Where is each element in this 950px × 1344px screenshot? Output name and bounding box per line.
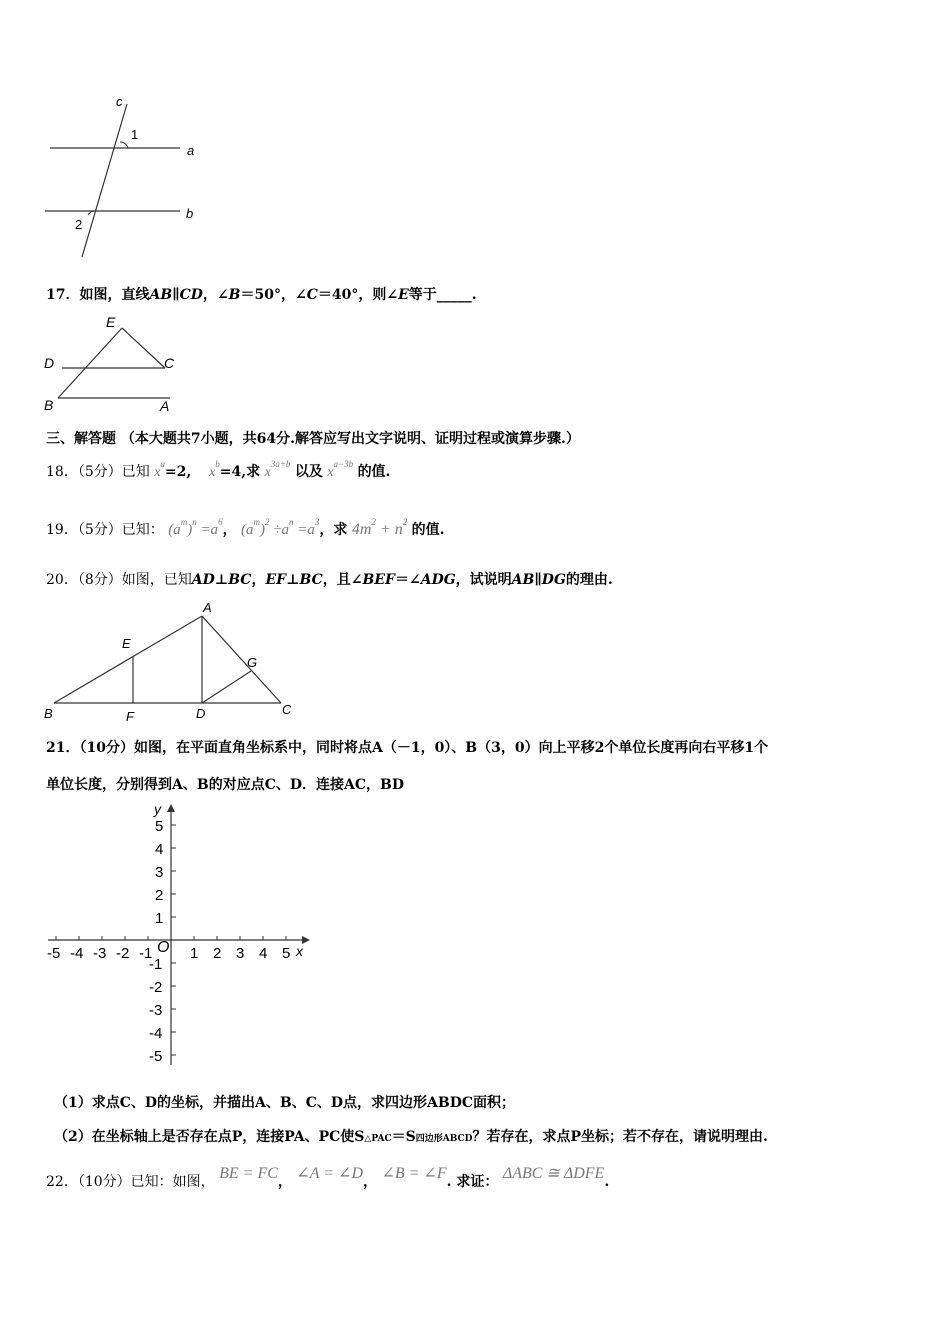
y-tick-label: 1 [155, 910, 164, 927]
segment-be [58, 328, 122, 398]
question-17: 17．如图，直线AB∥CD，∠B＝50°，∠C＝40°，则∠E等于_____. [46, 287, 477, 303]
question-21-part-1: （1）求点C、D的坐标，并描出A、B、C、D点，求四边形ABDC面积； [54, 1095, 515, 1111]
y-tick-label: 4 [155, 841, 164, 858]
segment-dg [202, 671, 251, 703]
label-a: a [187, 143, 195, 158]
x-tick-label: -4 [70, 945, 84, 962]
y-tick-label: 2 [155, 887, 164, 904]
x-tick-label: 5 [282, 945, 291, 962]
segment-ec [122, 328, 165, 368]
x-tick-label: 3 [236, 945, 245, 962]
label-C: C [282, 702, 292, 717]
x-tick-label: -5 [47, 945, 61, 962]
y-axis-arrow [167, 804, 175, 812]
question-20: 20．（8分）如图，已知AD⊥BC，EF⊥BC，且∠BEF＝∠ADG，试说明AB∥DG的理由. [46, 572, 613, 588]
label-B: B [44, 397, 54, 413]
label-A: A [160, 398, 170, 414]
y-tick-label: -3 [149, 1002, 163, 1019]
x-axis-arrow [302, 936, 310, 944]
parallel-lines-figure [40, 92, 210, 267]
section-3-heading: 三、解答题 （本大题共7小题，共64分.解答应写出文字说明、证明过程或演算步骤.） [46, 431, 580, 447]
question-21-line-1: 21．（10分）如图，在平面直角坐标系中，同时将点A（－1，0）、B（3，0）向上平移2个单位长度再向右平移1个 [46, 740, 769, 756]
y-tick-label: 3 [155, 864, 164, 881]
y-tick-label: -2 [149, 979, 163, 996]
label-F: F [126, 709, 134, 724]
q20-triangle-figure [40, 596, 310, 726]
coordinate-plane [40, 800, 315, 1075]
q17-figure [40, 312, 190, 417]
label-E: E [122, 636, 131, 651]
line-c [82, 104, 127, 257]
origin-label: O [157, 939, 170, 956]
angle-2-arc [88, 211, 94, 215]
label-C: C [164, 355, 175, 371]
segment-ba [54, 616, 202, 703]
label-B: B [44, 706, 53, 721]
x-tick-label: 1 [190, 945, 199, 962]
y-tick-label: -1 [149, 956, 163, 973]
label-G: G [247, 655, 258, 670]
x-tick-label: -1 [139, 945, 153, 962]
x-tick-label: 4 [259, 945, 268, 962]
label-E: E [106, 314, 116, 330]
label-1: 1 [131, 127, 139, 142]
segment-ac [202, 616, 281, 703]
label-D: D [196, 706, 206, 721]
label-A: A [203, 600, 212, 615]
angle-1-arc [120, 142, 128, 148]
question-21-line-2: 单位长度，分别得到A、B的对应点C、D．连接AC，BD [46, 777, 404, 793]
y-tick-label: -5 [149, 1048, 163, 1065]
x-axis-label: x [296, 943, 303, 959]
label-D: D [44, 355, 55, 371]
answer-blank: _____ [436, 287, 472, 303]
y-tick-label: 5 [155, 818, 164, 835]
x-tick-label: -2 [116, 945, 130, 962]
x-tick-label: 2 [213, 945, 222, 962]
question-22: 22．（10分）已知：如图， BE = FC， ∠A = ∠D， ∠B = ∠F. 求证： ΔABC ≅ ΔDFE. [46, 1165, 610, 1190]
label-b: b [186, 206, 194, 221]
label-2: 2 [75, 217, 83, 232]
label-c: c [116, 94, 123, 109]
question-18: 18．（5分）已知 $x^a=2$, $x^b=4$,求 $x^{3a+b}$ 以及 $x^{a-3b}$ 的值. [46, 459, 391, 480]
y-axis-label: y [154, 801, 161, 817]
y-tick-label: -4 [149, 1025, 163, 1042]
question-19: 19．（5分）已知： $(a^m)^n =a^6$， $(a^m)^2 \div a^n =a^3$，求 $4m^2 + n^2$ 的值. [46, 517, 445, 538]
x-tick-label: -3 [93, 945, 107, 962]
question-21-part-2: （2）在坐标轴上是否存在点P，连接PA、PC使S△PAC＝S四边形ABCD？若存在，求点P坐标；若不存在，请说明理由. [54, 1129, 768, 1145]
